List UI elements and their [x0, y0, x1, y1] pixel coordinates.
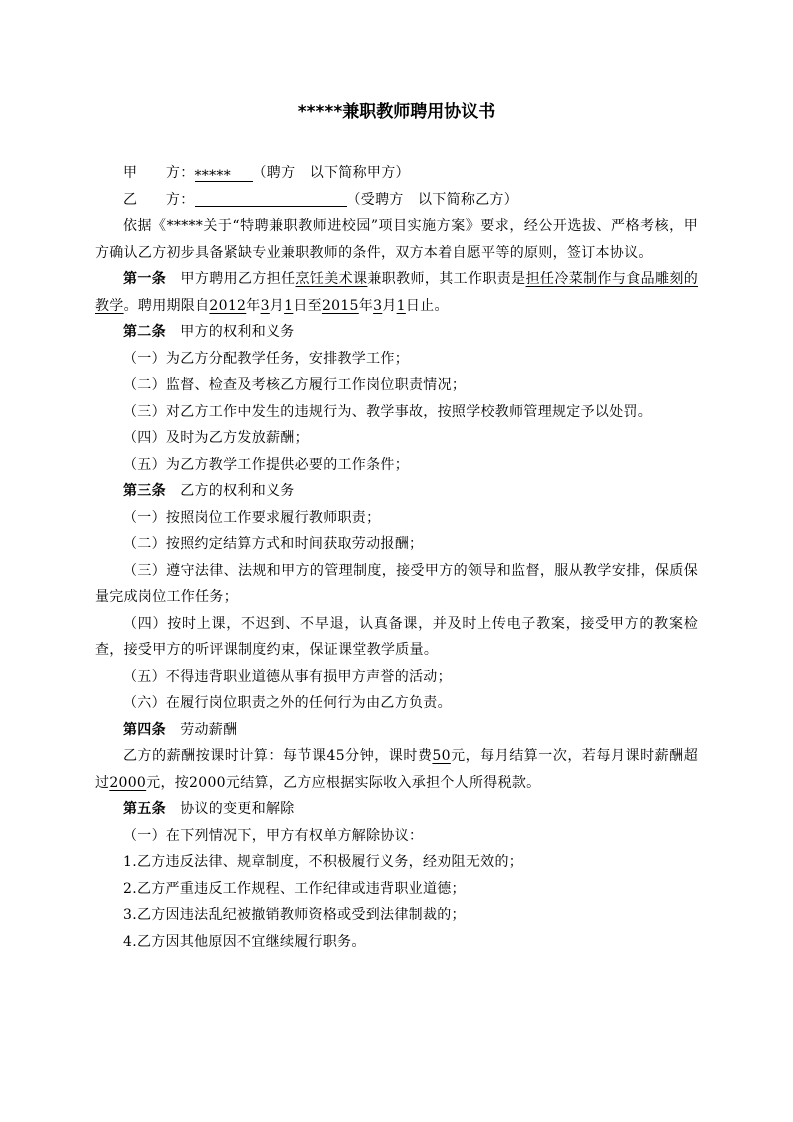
document-body [95, 160, 698, 955]
article-1-heading: 第一条 [123, 271, 167, 287]
article-4-heading-line [95, 717, 698, 744]
article-2-title: 甲方的权利和义务 [165, 324, 295, 340]
article-4-text: 元，每月结算一次，若每月课时薪酬超过 [95, 748, 698, 791]
party-b-note: （受聘方 以下简称乙方） [346, 191, 519, 208]
article-2-heading: 第二条 [123, 324, 166, 340]
document-title: *****兼职教师聘用协议书 [297, 102, 496, 122]
article-5-title: 协议的变更和解除 [165, 801, 295, 817]
article-5-heading: 第五条 [123, 801, 166, 817]
list-item: 4.乙方因其他原因不宜继续履行职务。 [123, 933, 366, 950]
list-item: （一）按照岗位工作要求履行教师职责； [123, 509, 381, 526]
list-item: 1.乙方违反法律、规章制度，不积极履行义务，经劝阻无效的； [123, 854, 524, 870]
article-3-heading-line [95, 478, 698, 505]
start-month: 3 [260, 297, 270, 314]
party-a-line [95, 160, 698, 187]
list-item: （四）按时上课，不迟到、不早退，认真备课，并及时上传电子教案，接受甲方的教案检查，接受甲方的听评课制度约束，保证课堂教学质量。 [95, 615, 698, 658]
article-4-paragraph [95, 743, 698, 796]
end-day: 1 [396, 297, 406, 314]
list-item: （四）及时为乙方发放薪酬； [123, 430, 309, 446]
article-1-text: 月 [269, 297, 285, 314]
list-item: （六）在履行岗位职责之外的任何行为由乙方负责。 [123, 695, 452, 711]
article-1-text: 。聘用期限自 [123, 297, 210, 314]
party-a-note: （聘方 以下简称甲方） [252, 165, 410, 181]
list-item: 2.乙方严重违反工作规程、工作纪律或违背职业道德； [123, 880, 466, 897]
list-item: （一）为乙方分配教学任务，安排教学工作； [123, 350, 409, 367]
article-1-text: 甲方聘用乙方担任 [166, 271, 296, 287]
article-3-title: 乙方的权利和义务 [165, 483, 295, 499]
list-item: （三）遵守法律、法规和甲方的管理制度，接受甲方的领导和监督，服从教学安排，保质保量完成岗位工作任务； [95, 562, 698, 605]
article-1-text: 日至 [293, 297, 322, 314]
article-2-heading-line [95, 319, 698, 346]
start-day: 1 [284, 297, 294, 314]
hourly-fee: 50 [432, 748, 451, 764]
list-item: （五）为乙方教学工作提供必要的工作条件； [123, 456, 409, 473]
list-item: （五）不得违背职业道德从事有损甲方声誉的活动； [123, 668, 452, 685]
course-name: 烹饪美术课 [295, 271, 368, 287]
list-item: （二）按照约定结算方式和时间获取劳动报酬； [123, 536, 424, 552]
article-4-text: 乙方的薪酬按课时计算：每节课45分钟，课时费 [123, 748, 433, 764]
article-1 [95, 266, 698, 319]
article-4-heading: 第四条 [123, 721, 166, 738]
duty-description: 担任冷菜制作与食品雕刻的教学 [95, 271, 698, 314]
party-a-label: 甲 方： [123, 165, 195, 181]
article-3-heading: 第三条 [123, 483, 166, 499]
article-4-title: 劳动薪酬 [165, 721, 238, 738]
party-b-value [195, 188, 347, 207]
article-5-heading-line [95, 796, 698, 823]
list-item: （一）在下列情况下，甲方有权单方解除协议： [123, 827, 424, 844]
list-item: （三）对乙方工作中发生的违规行为、教学事故，按照学校教师管理规定予以处罚。 [123, 403, 653, 420]
end-year: 2015 [321, 297, 359, 314]
article-1-text: 日止。 [405, 297, 449, 314]
list-item: （二）监督、检查及考核乙方履行工作岗位职责情况； [123, 377, 467, 393]
list-item: 3.乙方因违法乱纪被撤销教师资格或受到法律制裁的； [123, 907, 466, 923]
article-1-text: 年 [358, 297, 374, 314]
article-4-text: 元，按2000元结算，乙方应根据实际收入承担个人所得税款。 [146, 774, 541, 791]
article-1-text: 兼职教师，其工作职责是 [367, 271, 526, 287]
start-year: 2012 [209, 297, 247, 314]
intro-paragraph: 依据《*****关于“特聘兼职教师进校园”项目实施方案》要求，经公开选拔、严格考核，甲方确认乙方初步具备紧缺专业兼职教师的条件，双方本着自愿平等的原则，签订本协议。 [95, 218, 698, 261]
party-a-value: ***** [195, 163, 253, 182]
monthly-cap: 2000 [109, 774, 147, 791]
party-b-label: 乙 方： [123, 191, 195, 208]
article-1-text: 月 [382, 297, 397, 314]
party-b-line [95, 187, 698, 214]
end-month: 3 [373, 297, 383, 314]
article-1-text: 年 [246, 297, 261, 314]
